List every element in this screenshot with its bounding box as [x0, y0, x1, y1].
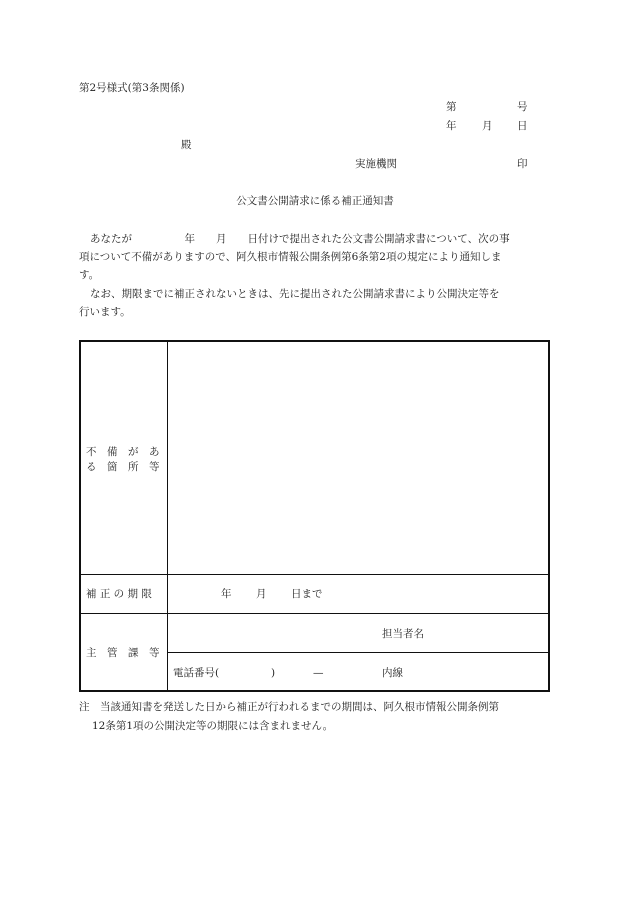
paragraph-2-line-1: なお、期限までに補正されないときは、先に提出された公開請求書により公開決定等を — [90, 288, 500, 300]
date-month: 月 — [482, 120, 493, 132]
row-divider-deficiency — [81, 574, 548, 575]
correction-table — [79, 340, 550, 692]
date-year: 年 — [446, 120, 457, 132]
person-in-charge-label: 担当者名 — [382, 628, 424, 640]
number-suffix: 号 — [517, 101, 528, 113]
phone-close-paren: ) — [271, 667, 276, 679]
deadline-label: 補 正 の 期 限 — [86, 588, 152, 600]
note-line-1: 注 当該通知書を発送した日から補正が行われるまでの期間は、阿久根市情報公開条例第 — [79, 701, 499, 713]
form-number: 第2号様式(第3条関係) — [79, 82, 185, 94]
document-title: 公文書公開請求に係る補正通知書 — [236, 195, 394, 207]
phone-dash: — — [313, 667, 324, 679]
department-label: 主 管 課 等 — [86, 647, 160, 659]
deficiency-content-area[interactable] — [169, 344, 545, 572]
date-day: 日 — [517, 120, 528, 132]
number-prefix: 第 — [446, 101, 457, 113]
addressee-suffix: 殿 — [181, 139, 192, 151]
deadline-month: 月 — [256, 588, 267, 600]
phone-label: 電話番号( — [173, 667, 220, 679]
deficiency-label-line-2: る 箇 所 等 — [86, 461, 160, 473]
deficiency-label-line-1: 不 備 が あ — [86, 446, 160, 458]
row-divider-department — [167, 652, 548, 653]
deadline-day: 日まで — [291, 588, 323, 600]
row-divider-deadline — [81, 613, 548, 614]
column-divider — [167, 342, 168, 690]
paragraph-2-line-2: 行います。 — [79, 306, 131, 318]
deadline-year: 年 — [221, 588, 232, 600]
seal-mark: 印 — [517, 158, 528, 170]
paragraph-1-line-3: す。 — [79, 269, 100, 281]
paragraph-1-line-1: あなたが 年 月 日付けで提出された公文書公開請求書について、次の事 — [90, 233, 510, 245]
paragraph-1-line-2: 項について不備がありますので、阿久根市情報公開条例第6条第2項の規定により通知しま — [79, 251, 502, 263]
note-line-2: 12条第1項の公開決定等の期限には含まれません。 — [92, 720, 334, 732]
issuer-label: 実施機関 — [355, 158, 397, 170]
extension-label: 内線 — [382, 667, 403, 679]
